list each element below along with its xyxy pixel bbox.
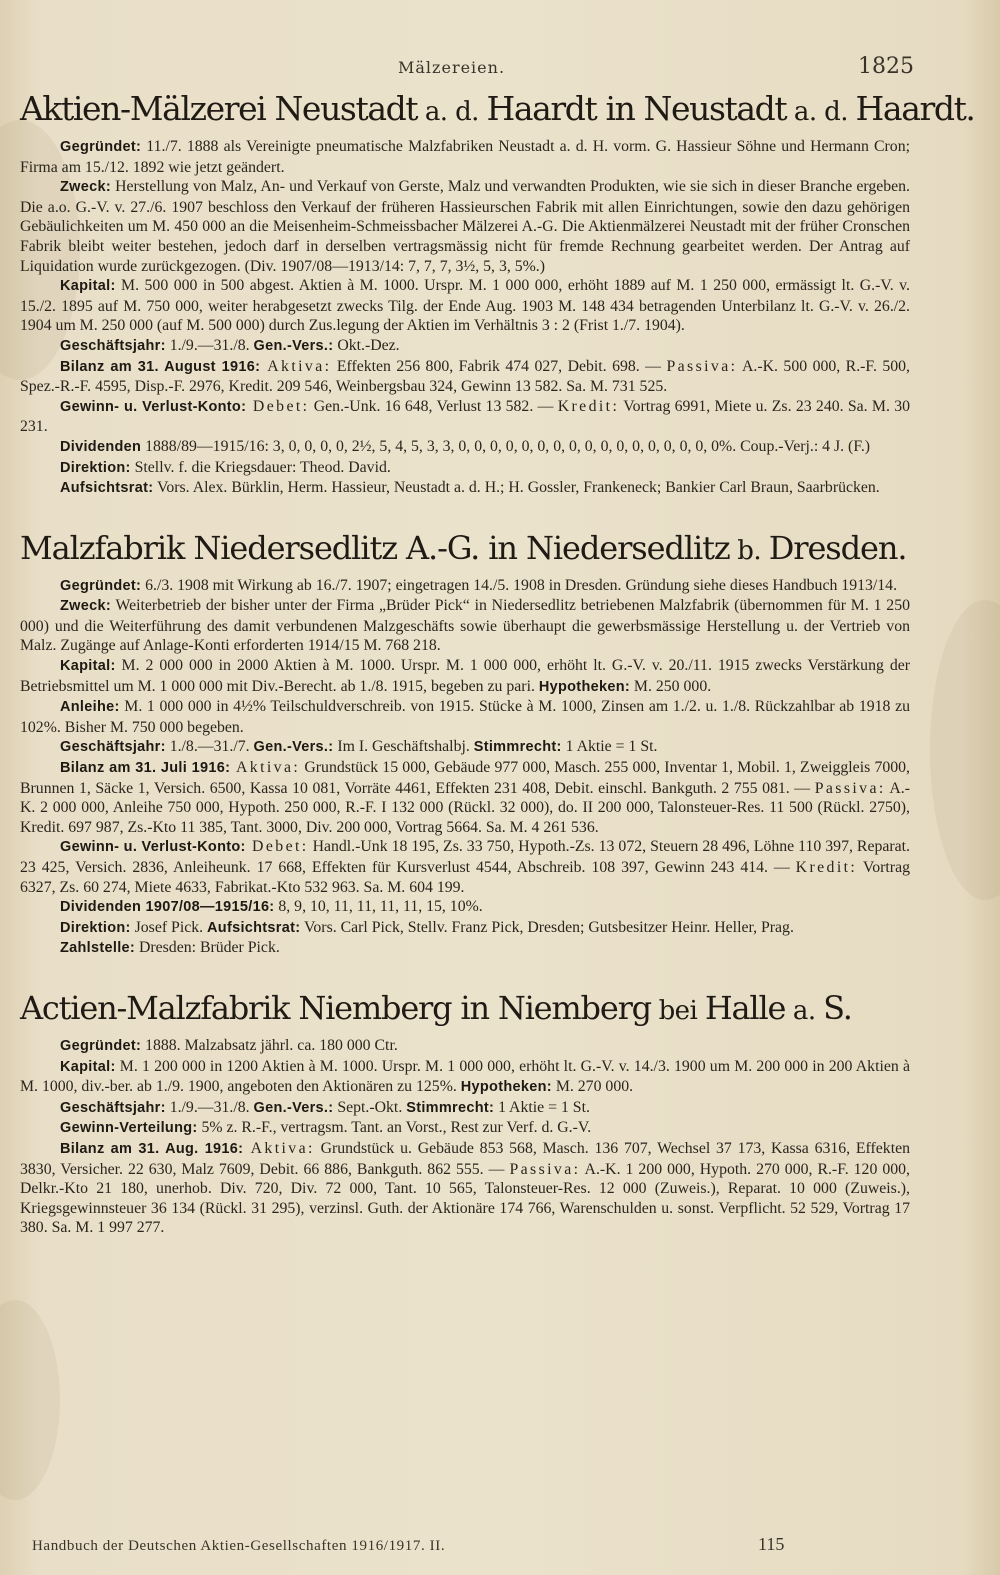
company-title-part: Haardt.: [855, 89, 975, 128]
entry-text: Gen.-Unk. 16 648, Verlust 13 582. —: [309, 397, 558, 415]
entry-label: Bilanz am 31. August 1916:: [60, 358, 261, 375]
entry-paragraph: [20, 737, 910, 758]
entry-text: Weiterbetrieb der bisher unter der Firma „Brüder Pick“ in Niedersedlitz betriebenen Malzfabrik (übernommen für M. 1 250 000) und die Weiterführung des damit verbundenen Malzgeschäfts sowie überhaupt die gewerbsmässige Herstellung u. der Vertrieb von Malz. Zugänge auf Anlage-Konti erforderten 1914/15 M. 768 218.: [20, 597, 910, 655]
company-title-part: Aktien-Mälzerei Neustadt: [20, 89, 418, 128]
entry-label: Zahlstelle:: [60, 940, 136, 957]
entry-paragraph: [20, 1139, 910, 1238]
entry-text: Sept.-Okt.: [333, 1098, 407, 1116]
entry-text: M. 250 000.: [629, 677, 712, 695]
entry-spaced-term: Aktiva:: [230, 759, 301, 777]
company-title-part: a. d.: [786, 97, 856, 127]
entry-text: 1888. Malzabsatz jährl. ca. 180 000 Ctr.: [141, 1036, 398, 1054]
company-title: [20, 987, 910, 1032]
entry-paragraph: [20, 1098, 910, 1119]
entry-paragraph: [20, 357, 910, 397]
entry-label: Bilanz am 31. Juli 1916:: [60, 760, 231, 777]
entry-paragraph: [20, 437, 910, 458]
entry-text: 6./3. 1908 mit Wirkung ab 16./7. 1907; eingetragen 14./5. 1908 in Dresden. Gründung siehe dieses Handbuch 1913/14.: [141, 576, 898, 594]
company-title-part: bei: [650, 995, 705, 1026]
entry-label: Kapital:: [60, 278, 116, 295]
entry-text: 1./8.—31./7.: [165, 738, 254, 756]
entry-label: Stimmrecht:: [406, 1099, 495, 1116]
entry-text: M. 2 000 000 in 2000 Aktien à M. 1000. Urspr. M. 1 000 000, erhöht lt. G.-V. v. 20./11. 1915 zwecks Verstärkung der Betriebsmittel um M. 1 000 000 mit Div.-Berecht. ab 1./8. 1915, begeben zu pari.: [20, 657, 910, 695]
footer-source: Handbuch der Deutschen Aktien-Gesellschaften 1916/1917. II.: [32, 1538, 446, 1554]
entry-label: Dividenden 1907/08—1915/16:: [60, 899, 275, 916]
entry-label: Aufsichtsrat:: [207, 919, 301, 936]
footer-page-number: 115: [758, 1534, 785, 1554]
entry-paragraph: [20, 336, 910, 357]
entry-paragraph: [20, 596, 910, 656]
entry-text: M. 1 000 000 in 4½% Teilschuldverschreib. von 1915. Stücke à M. 1000, Zinsen am 1./2. u. 1./8. Rückzahlbar ab 1918 zu 102%. Bisher M. 750 000 begeben.: [20, 698, 910, 736]
entry-text: 1 Aktie = 1 St.: [561, 738, 658, 756]
company-title: [20, 88, 975, 133]
page-number: 1825: [858, 54, 914, 79]
entry-label: Gewinn- u. Verlust-Konto:: [60, 398, 247, 415]
entry-paragraph: [20, 897, 910, 918]
entry-text: 5% z. R.-F., vertragsm. Tant. an Vorst., Rest zur Verf. d. G.-V.: [197, 1119, 592, 1137]
entry-text: Grundstück u. Gebäude 853 568, Masch. 136 707, Wechsel 37 173, Kassa 6316, Effekten 3830, Versicher. 22 630, Malz 7609, Debit. 66 886, Bankguth. 862 555. —: [20, 1139, 911, 1178]
entry-label: Hypotheken:: [460, 1079, 552, 1096]
entry-paragraph: [20, 938, 910, 959]
entry-text: 1888/89—1915/16: 3, 0, 0, 0, 0, 2½, 5, 4, 5, 3, 3, 0, 0, 0, 0, 0, 0, 0, 0, 0, 0, 0, 0, 0, 0, 0, 0, 0%. Coup.-Verj.: 4 J. (F.): [141, 437, 871, 455]
entry-text: 1./9.—31./8.: [165, 1098, 254, 1116]
entry-label: Stimmrecht:: [473, 739, 562, 756]
entry-label: Zweck:: [60, 598, 111, 615]
company-title-part: Actien-Malzfabrik Niemberg in Niemberg: [20, 988, 651, 1027]
company-title-part: a. d.: [417, 97, 487, 127]
entry-label: Kapital:: [60, 658, 116, 675]
entry-paragraph: [20, 656, 910, 697]
entry-text: A.-K. 2 000 000, Anleihe 750 000, Hypoth. 250 000, R.-F. I 132 000 (Rückl. 32 000), do. II 200 000, Talonsteuer-Res. 11 500 (Rückl. 2750), Kredit. 697 987, Zs.-Kto 11 385, Tant. 3000, Div. 200 000, Vortrag 5664. Sa. M. 4 261 536.: [20, 779, 910, 836]
entry-paragraph: [20, 397, 910, 437]
page-content: [20, 88, 975, 1244]
entry-text: Stellv. f. die Kriegsdauer: Theod. David.: [130, 458, 391, 476]
entry-label: Gewinn- u. Verlust-Konto:: [60, 839, 246, 856]
running-title: Mälzereien.: [398, 58, 506, 77]
entry-text: Josef Pick.: [130, 918, 208, 936]
entry-paragraph: [20, 137, 910, 177]
entry-paragraph: [20, 1057, 910, 1098]
entry-text: Vortrag 6327, Zs. 60 274, Miete 4633, Fabrikat.-Kto 532 963. Sa. M. 604 199.: [20, 859, 910, 896]
company-title: [20, 527, 910, 572]
entry-label: Hypotheken:: [538, 678, 630, 695]
entry-label: Gewinn-Verteilung:: [60, 1120, 198, 1137]
entry-text: M. 500 000 in 500 abgest. Aktien à M. 1000. Urspr. M. 1 000 000, erhöht 1889 auf M. 1 250 000, ermässigt lt. G.-V. v. 15./2. 1895 auf M. 750 000, weiter herabgesetzt zwecks Tilg. der Ende Aug. 1903 M. 148 434 betragenden Unterbilanz lt. G.-V. v. 26./2. 1904 um M. 250 000 (auf M. 500 000) durch Zus.legung der Aktien im Verhältnis 3 : 2 (Frist 1./7. 1904).: [20, 277, 910, 335]
entry-label: Gen.-Vers.:: [253, 337, 334, 354]
entry-paragraph: [20, 478, 910, 499]
entry-text: Dresden: Brüder Pick.: [135, 939, 280, 957]
company-title-part: b.: [729, 535, 769, 566]
entry-spaced-term: Passiva:: [814, 779, 886, 797]
entry-spaced-term: Debet:: [246, 397, 310, 415]
entry-spaced-term: Aktiva:: [260, 357, 332, 375]
entry-label: Gegründet:: [60, 139, 142, 155]
entry-text: Vors. Alex. Bürklin, Herm. Hassieur, Neustadt a. d. H.; H. Gossler, Frankeneck; Bankier Carl Braun, Saarbrücken.: [153, 479, 880, 497]
entry-paragraph: [20, 837, 910, 897]
entry-text: M. 1 200 000 in 1200 Aktien à M. 1000. Urspr. M. 1 000 000, erhöht lt. G.-V. v. 14./3. 1900 um M. 200 000 in 200 Aktien à M. 1000, div.-ber. ab 1./9. 1900, angeboten den Aktionären zu 125%.: [20, 1057, 910, 1096]
entry-text: Vors. Carl Pick, Stellv. Franz Pick, Dresden; Gutsbesitzer Heinr. Heller, Prag.: [300, 918, 794, 936]
entry-text: 11./7. 1888 als Vereinigte pneumatische Malzfabriken Neustadt a. d. H. vorm. G. Hassieur Söhne und Hermann Cron; Firma am 15./12. 1892 wie jetzt geändert.: [20, 138, 910, 176]
company-title-part: Haardt in Neustadt: [486, 89, 787, 128]
entry-label: Direktion:: [60, 919, 131, 936]
entry-label: Gegründet:: [60, 1037, 142, 1054]
entry-label: Bilanz am 31. Aug. 1916:: [60, 1140, 244, 1157]
company-title-part: Dresden.: [768, 528, 907, 567]
company-entry: [20, 987, 910, 1238]
entry-paragraph: [20, 576, 910, 597]
entry-text: M. 270 000.: [551, 1078, 634, 1096]
entry-paragraph: [20, 758, 910, 837]
entry-label: Zweck:: [60, 179, 111, 196]
entry-text: Grundstück 15 000, Gebäude 977 000, Masch. 255 000, Inventar 1, Mobil. 1, Zweiggleis 7000, Brunnen 1, Säcke 1, Versich. 6500, Kassa 10 081, Vorräte 4461, Effekten 231 408, Debit. einschl. Bankguth. 2 755 081. —: [20, 759, 910, 797]
company-entry: [20, 88, 975, 499]
entry-text: A.-K. 1 200 000, Hypoth. 270 000, R.-F. 120 000, Delkr.-Kto 21 180, unerhob. Div. 720, Div. 72 000, Tant. 10 565, Talonsteuer-Res. 12 000 (Zuweis.), Reparat. 10 000 (Zuweis.), Kriegsgewinnsteuer 36 134 (Rückl. 31 295), verzinsl. Guth. der Aktionäre 174 766, Warenschulden u. sonst. Verpflicht. 52 529, Vortrag 17 380. Sa. M. 1 997 277.: [20, 1160, 911, 1237]
entry-paragraph: [20, 276, 910, 336]
entry-text: Im I. Geschäftshalbj.: [333, 738, 474, 756]
company-title-part: S.: [823, 988, 852, 1027]
entry-label: Gegründet:: [60, 577, 142, 594]
company-title-part: Malzfabrik Niedersedlitz A.-G. in Niedersedlitz: [20, 528, 730, 567]
entry-text: Handl.-Unk 18 195, Zs. 33 750, Hypoth.-Zs. 13 072, Steuern 28 496, Löhne 110 397, Reparat. 23 425, Versich. 2836, Anleiheunk. 17 668, Effekten für Kursverlust 4544, Abschreib. 108 397, Gewinn 243 414. —: [20, 838, 910, 876]
entry-text: 8, 9, 10, 11, 11, 11, 11, 15, 10%.: [274, 898, 483, 916]
entry-text: A.-K. 500 000, R.-F. 500, Spez.-R.-F. 4595, Disp.-F. 2976, Kredit. 209 546, Weinbergsbau 324, Gewinn 13 582. Sa. M. 731 525.: [20, 357, 910, 396]
entry-label: Geschäftsjahr:: [60, 739, 166, 756]
entry-label: Anleihe:: [60, 699, 120, 716]
entry-spaced-term: Passiva:: [509, 1160, 581, 1178]
entry-spaced-term: Debet:: [245, 838, 309, 856]
entry-paragraph: [20, 177, 910, 276]
entry-spaced-term: Kredit:: [557, 397, 620, 415]
entry-label: Aufsichtsrat:: [60, 480, 154, 497]
entry-text: Effekten 256 800, Fabrik 474 027, Debit. 698. —: [331, 357, 667, 375]
entry-label: Dividenden: [60, 438, 142, 455]
company-title-part: a.: [785, 995, 824, 1026]
entry-paragraph: [20, 1036, 910, 1057]
entry-text: Herstellung von Malz, An- und Verkauf von Gerste, Malz und verwandten Produkten, wie sie sich in dieser Branche ergeben. Die a.o. G.-V. v. 27./6. 1907 beschloss den Verkauf der früheren Hassieurschen Fabrik mit allen Einrichtungen, sowie den dazu gehörigen Gebäulichkeiten um M. 450 000 an die Meisenheim-Schmeissbacher Mälzerei A.-G. Die Aktienmälzerei Neustadt mit der früher Cronschen Fabrik bleibt weiter bestehen, jedoch darf in derselben vertragsmässig nicht für fremde Rechnung gearbeitet werden. Der Antrag auf Liquidation wurde zurückgezogen. (Div. 1907/08—1913/14: 7, 7, 7, 3½, 5, 3, 5%.): [20, 178, 910, 275]
entry-text: 1 Aktie = 1 St.: [494, 1098, 590, 1116]
entry-spaced-term: Passiva:: [666, 357, 738, 375]
entry-paragraph: [20, 458, 910, 479]
company-title-part: Halle: [704, 988, 786, 1027]
entry-paragraph: [20, 697, 910, 737]
entry-text: 1./9.—31./8.: [165, 336, 254, 354]
entry-text: Okt.-Dez.: [333, 336, 400, 354]
page-header: [0, 54, 1000, 86]
entry-label: Direktion:: [60, 459, 131, 476]
entry-paragraph: [20, 918, 910, 939]
entry-spaced-term: Kredit:: [795, 859, 858, 876]
entry-label: Geschäftsjahr:: [60, 337, 166, 354]
entry-label: Gen.-Vers.:: [253, 1099, 334, 1116]
paper-stain: [0, 1300, 60, 1500]
entry-paragraph: [20, 1118, 910, 1139]
entry-label: Geschäftsjahr:: [60, 1099, 166, 1116]
company-entry: [20, 527, 910, 959]
entry-label: Gen.-Vers.:: [253, 739, 334, 756]
paper-stain: [930, 600, 1000, 900]
page-footer: [32, 1534, 912, 1560]
entry-label: Kapital:: [60, 1058, 116, 1075]
entry-text: Vortrag 6991, Miete u. Zs. 23 240. Sa. M. 30 231.: [20, 397, 910, 436]
entry-spaced-term: Aktiva:: [243, 1139, 315, 1157]
